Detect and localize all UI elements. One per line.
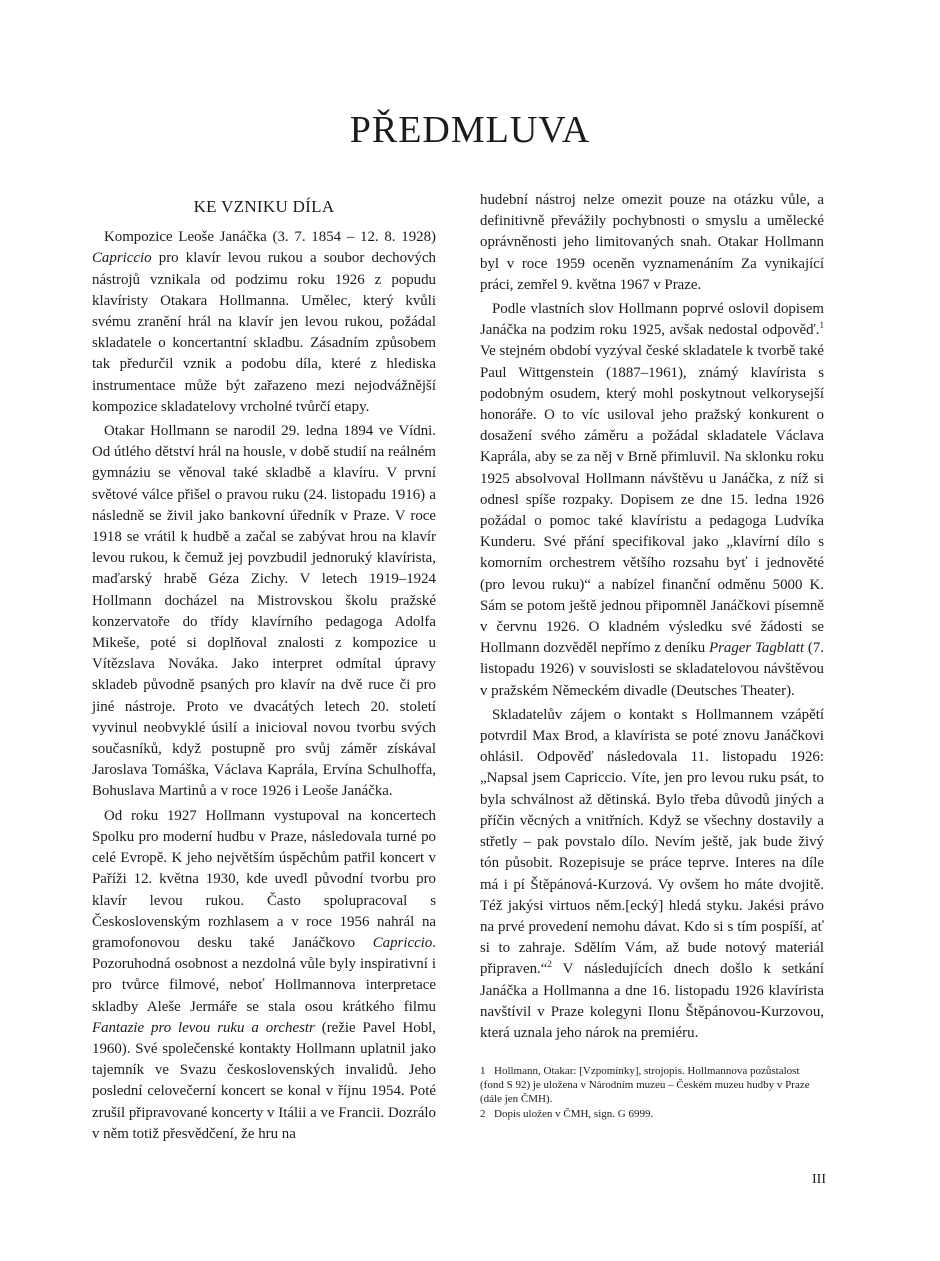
italic-title: Capriccio (372, 934, 433, 951)
page-number: III (812, 1172, 826, 1187)
paragraph-3: Od roku 1927 Hollmann vystupoval na koncertech Spolku pro moderní hudbu v Praze, následovala turné po celé Evropě. K jeho největším úspěchům patřil koncert v Paříži 12. května 1930, kde uvedl původní tvorbu pro klavír levou rukou. Často spolupracoval s Československým rozhlasem a v roce 1956 nahrál na gramofonovou desku také Janáčkovo Capriccio. Pozoruhodná osobnost a nezdolná vůle byly inspirativní i pro tvůrce filmové, neboť Hollmannova interpretace skladby Aleše Jermáře se stala osou krátkého filmu Fantazie pro levou ruku a orchestr (režie Pavel Hobl, 1960). Své společenské kontakty Hollmann uplatnil jako tajemník ve Svazu československých invalidů. Jeho poslední celovečerní koncert se konal v říjnu 1954. Poté zrušil připravované koncerty v Itálii a ve Francii. Dozrálo v něm totiž přesvědčení, že hru na (92, 807, 437, 1142)
paragraph-5: Skladatelův zájem o kontakt s Hollmannem vzápětí potvrdil Max Brod, a klavírista se poté znovu Janáčkovi ohlásil. Odpověď následovala 11. listopadu 1926: „Napsal jsem Capriccio. Víte, jen pro levou ruku psát, to byla schválnost až dětinská. Bylo třeba důvodů jiných a příčin věcných a vnitřních. Když se všechny dostavily a střetly – pak povstalo dílo. Nevím ještě, jak bude živý tón působit. Rozepisuje se práce teprve. Interes na díle má i pí Štěpánová-Kurzová. Vy ovšem ho máte dvojitě. Též jakýsi virtuos něm.[ecký] hledá styku. Jakési právo na prvé provedení nemohu dávat. Kdo si s tím pospíší, ať si to zahraje. Sdělím Vám, až bude notový materiál připraven.“$^2$ V následujících dnech došlo k setkání Janáčka a Hollmanna a dne 16. listopadu 1926 klavírista navštívil v Praze kolegyni Ilonu Štěpánovou-Kurzovou, která uznala jeho nárok na premiéru. (480, 706, 824, 1041)
footnotes (480, 1064, 824, 1122)
paragraph-2: Otakar Hollmann se narodil 29. ledna 1894 ve Vídni. Od útlého dětství hrál na housle, v době studií na reálném gymnáziu se věnoval také skladbě a klavíru. V první světové válce přišel o pravou ruku (24. listopadu 1916) a následně se živil jako bankovní úředník v Praze. V roce 1918 se vrátil k hudbě a začal se zabývat hrou na klavír levou rukou, k čemuž jej povzbudil jednoruký klavírista, maďarský hrabě Géza Zichy. V letech 1919–1924 Hollmann docházel na Mistrovskou školu pražské konzervatoře do třídy klavírního pedagoga Adolfa Mikeše, poté si doplňoval znalosti z kompozice u Vítězslava Nováka. Jako interpret odmítal úpravy skladeb původně psaných pro klavír na dvě ruce či pro jiné nástroje. Proto ve dvacátých letech 20. století vyvinul neobvyklé úsilí a inicioval novou tvorbu svých současníků, když postupně pro svůj záměr získával Jaroslava Tomáška, Václava Kaprála, Ervína Schulhoffa, Bohuslava Martinů a v roce 1926 i Leoše Janáčka. (92, 423, 436, 800)
paragraph-1: Kompozice Leoše Janáčka (3. 7. 1854 – 12. 8. 1928) Capriccio pro klavír levou rukou a soubor dechových nástrojů vznikala od podzimu roku 1926 z popudu klavíristy Otakara Hollmanna. Umělec, který kvůli svému zranění hrál na klavír jen levou rukou, požádal skladatele o koncertantní skladbu. Zásadním způsobem tak předurčil vznik a podobu díla, které z hlediska instrumentace může být zařazeno mezi nejodvážnější kompozice skladatelovy vrcholné tvůrčí etapy. (92, 229, 436, 415)
footnote-text: Hollmann, Otakar: [Vzpomínky], strojopis. Hollmannova pozůstalost (fond S 92) je uložena v Národním muzeu – Českém muzeu hudby v Praze (dále jen ČMH). (480, 1065, 810, 1105)
section-heading: KE VZNIKU DÍLA (193, 197, 335, 216)
right-column (480, 190, 824, 1047)
left-column (92, 196, 436, 1148)
footnote-number: 1 (480, 1065, 486, 1077)
footnote-number: 2 (480, 1108, 486, 1120)
footnote-1 (480, 1064, 824, 1106)
italic-title: Capriccio (92, 250, 152, 267)
italic-newspaper-title: Prager Tagblatt (709, 640, 805, 657)
footnote-2 (480, 1107, 824, 1121)
footnote-ref-1[interactable]: 1 (819, 320, 824, 331)
footnote-ref-2[interactable]: 2 (547, 959, 552, 970)
footnote-text: Dopis uložen v ČMH, sign. G 6999. (494, 1108, 654, 1120)
paragraph-4: Podle vlastních slov Hollmann poprvé oslovil dopisem Janáčka na podzim roku 1925, avšak nedostal odpověď.$^1$ Ve stejném období vyzýval české skladatele k tvorbě také Paul Wittgenstein (1887–1961), známý klavírista s podobným osudem, který mohl poskytnout velkorysejší honoráře. O to víc usiloval jeho pražský konkurent o dosažení svého záměru a požádal skladatele Václava Kaprála, aby se za něj v Brně přimluvil. Na sklonku roku 1925 absolvoval Hollmann návštěvu u Janáčka, z níž si odnesl spíše rozpaky. Dopisem ze dne 15. ledna 1926 požádal o pomoc také klavíristu a pedagoga Ludvíka Kunderu. Své přání specifikoval jako „klavírní dílo s komorním orchestrem většího rozsahu byť i jednověté (pro levou ruku)“ a nabízel finanční odměnu 5000 K. Sám se potom ještě jednou připomněl Janáčkovi písemně v červnu 1926. O kladném výsledku své žádosti se Hollmann dozvěděl nepřímo z deníku Prager Tagblatt (7. listopadu 1926) v souvislosti se skladatelovou návštěvou v pražském Německém divadle (Deutsches Theater). (480, 301, 824, 699)
paragraph-continued: hudební nástroj nelze omezit pouze na otázku vůle, a definitivně převážily pochybnosti o smyslu a umělecké oprávněnosti jeho limitovaných snah. Otakar Hollmann byl v roce 1959 oceněn vyznamenáním Za vynikající práci, zemřel 9. května 1967 v Praze. (480, 192, 824, 293)
italic-film-title: Fantazie pro levou ruku a orchestr (92, 1019, 315, 1036)
page-title: PŘEDMLUVA (349, 109, 591, 151)
